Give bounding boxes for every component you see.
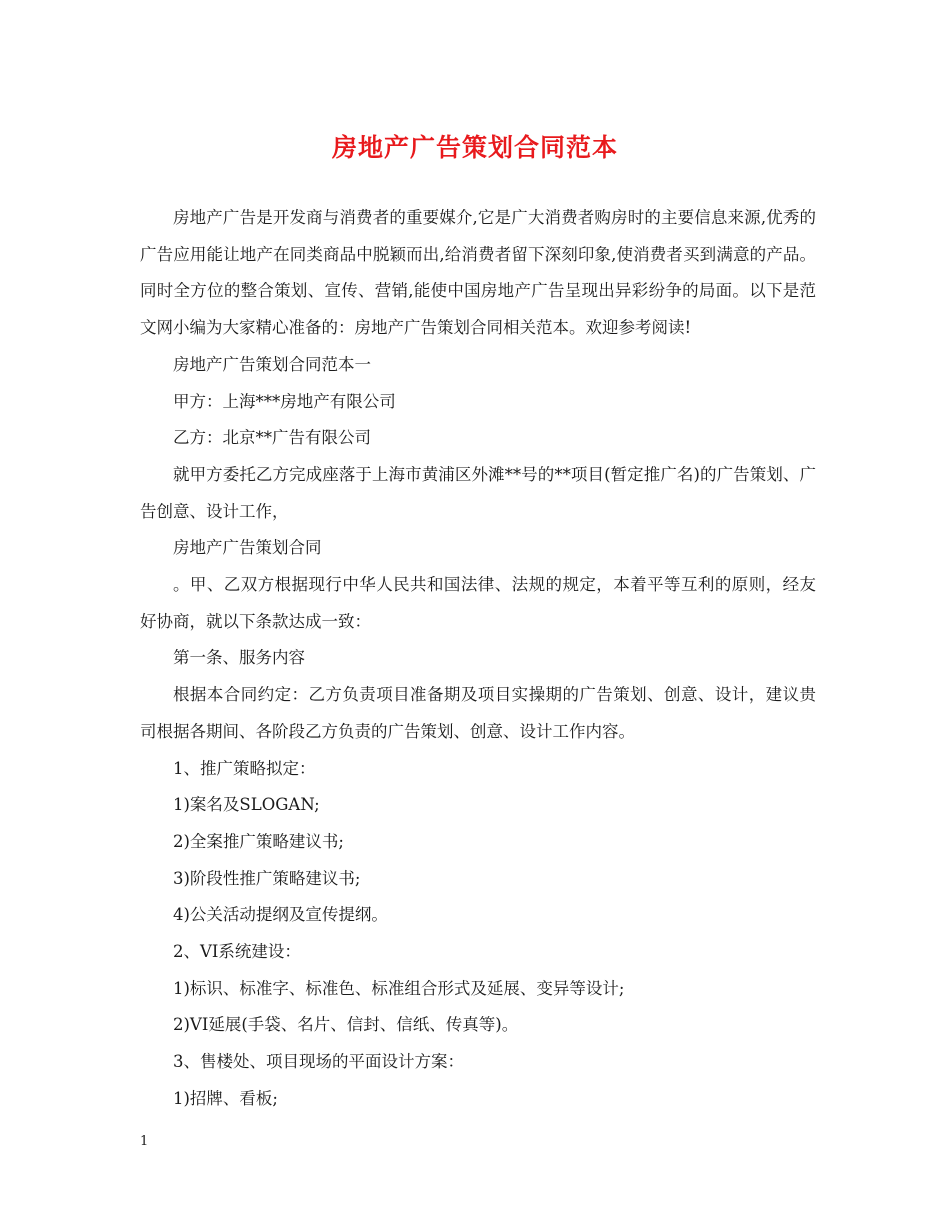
list-item: 1)招牌、看板; — [173, 1088, 278, 1108]
article-heading: 第一条、服务内容 — [173, 648, 305, 668]
party-b-line: 乙方：北京**广告有限公司 — [173, 428, 371, 448]
list-heading: 2、VI系统建设： — [173, 942, 301, 962]
list-item: 1)案名及SLOGAN; — [173, 795, 320, 815]
section-heading: 房地产广告策划合同范本一 — [173, 354, 371, 374]
intro-paragraph: 房地产广告是开发商与消费者的重要媒介,它是广大消费者购房时的主要信息来源,优秀的广告应用能让地产在同类商品中脱颖而出,给消费者留下深刻印象,使消费者买到满意的产品。同时全方位的整合策划、宣传、营销,能使中国房地产广告呈现出异彩纷争的局面。以下是范文网小编为大家精心准备的：房地产广告策划合同相关范本。欢迎参考阅读! — [140, 208, 816, 338]
list-item: 2)VI延展(手袋、名片、信封、信纸、传真等)。 — [173, 1015, 519, 1035]
agreement-paragraph: 。甲、乙双方根据现行中华人民共和国法律、法规的规定，本着平等互利的原则，经友好协商，就以下条款达成一致： — [140, 575, 816, 631]
list-heading: 1、推广策略拟定： — [173, 758, 316, 778]
document-title: 房地产广告策划合同范本 — [331, 133, 618, 162]
list-item: 1)标识、标准字、标准色、标准组合形式及延展、变异等设计; — [173, 978, 625, 998]
page-number: 1 — [140, 1134, 149, 1149]
service-paragraph: 根据本合同约定：乙方负责项目准备期及项目实操期的广告策划、创意、设计，建议贵司根据各期间、各阶段乙方负责的广告策划、创意、设计工作内容。 — [140, 685, 816, 741]
list-heading: 3、售楼处、项目现场的平面设计方案： — [173, 1052, 464, 1072]
commission-paragraph: 就甲方委托乙方完成座落于上海市黄浦区外滩**号的**项目(暂定推广名)的广告策划、广告创意、设计工作， — [140, 464, 816, 521]
list-item: 3)阶段性推广策略建议书; — [173, 868, 361, 888]
list-item: 4)公关活动提纲及宣传提纲。 — [173, 905, 388, 925]
list-item: 2)全案推广策略建议书; — [173, 831, 344, 851]
contract-name-line: 房地产广告策划合同 — [173, 538, 322, 558]
party-a-line: 甲方：上海***房地产有限公司 — [173, 391, 396, 411]
document-body — [140, 200, 816, 1118]
